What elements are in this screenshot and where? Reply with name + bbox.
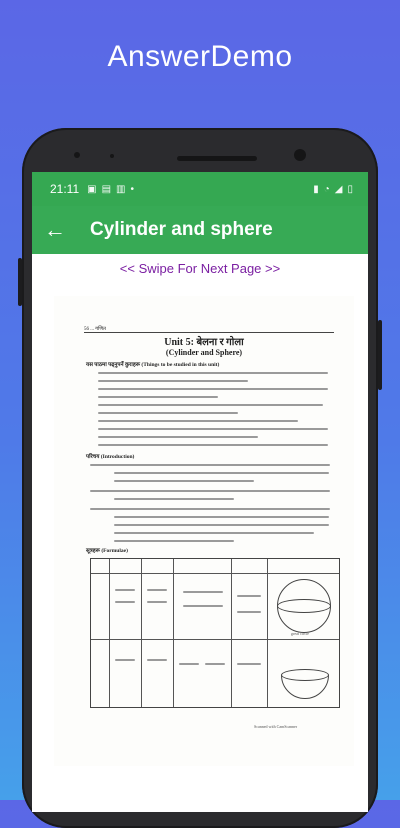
text-line [237,663,261,665]
hemisphere-top [281,669,329,681]
earpiece-speaker [177,156,257,161]
section-formulae: सूत्रहरू (Formulae) [86,548,128,554]
dot-icon: • [130,183,135,195]
text-line [98,388,328,390]
text-line [90,508,330,510]
section-things-to-study: यस पाठमा पढ्नुपर्ने कुराहरू (Things to be studied in this unit) [86,362,220,368]
text-line [114,532,314,534]
status-time: 21:11 [50,182,80,196]
header-rule [84,332,334,333]
text-line [114,498,234,500]
text-line [98,436,258,438]
figure-caption: great circle [291,631,309,636]
text-line [115,589,135,591]
text-line [147,589,167,591]
text-line [98,396,218,398]
swipe-hint: << Swipe For Next Page >> [119,261,281,276]
sphere-equator [277,599,331,613]
text-line [183,605,223,607]
app-bar-title: Cylinder and sphere [90,219,273,240]
text-line [147,601,167,603]
text-line [98,412,238,414]
battery-saver-icon: ▮ [313,183,319,195]
phone-screen [32,172,368,812]
screenshot-icon: ▤ [101,183,112,195]
text-line [98,428,328,430]
page-header-label: 56 ... गणित [84,327,106,332]
formula-table [90,558,340,708]
text-line [115,601,135,603]
document-page-image[interactable] [54,296,354,766]
text-line [98,420,298,422]
text-line [147,659,167,661]
text-line [98,380,248,382]
text-line [115,659,135,661]
text-line [114,524,329,526]
text-line [98,404,323,406]
back-arrow-icon[interactable]: ← [44,217,66,242]
promo-title: AnswerDemo [107,40,293,73]
section-introduction: परिचय (Introduction) [86,454,135,460]
signal-icon: ◢ [334,183,343,195]
notification-icon: ▥ [116,183,126,195]
scan-footer: Scanned with CamScanner [254,724,298,729]
text-line [237,611,261,613]
text-line [114,480,254,482]
battery-icon: ▯ [347,183,353,195]
wifi-icon: ◔ [323,183,330,195]
text-line [205,663,225,665]
unit-title: Unit 5: बेलना र गोला [164,337,244,348]
text-line [114,540,234,542]
volume-button[interactable] [18,258,22,306]
text-line [179,663,199,665]
text-line [114,472,329,474]
text-line [114,516,329,518]
front-camera [294,149,306,161]
gallery-icon: ▣ [87,183,97,195]
text-line [183,591,223,593]
unit-subtitle: (Cylinder and Sphere) [165,348,243,357]
front-sensor-2 [110,154,114,158]
power-button[interactable] [378,320,382,390]
text-line [98,444,328,446]
front-sensor [74,152,80,158]
app-bar [32,206,368,254]
text-line [237,595,261,597]
text-line [90,490,330,492]
text-line [90,464,330,466]
text-line [98,372,328,374]
status-bar [32,172,368,206]
